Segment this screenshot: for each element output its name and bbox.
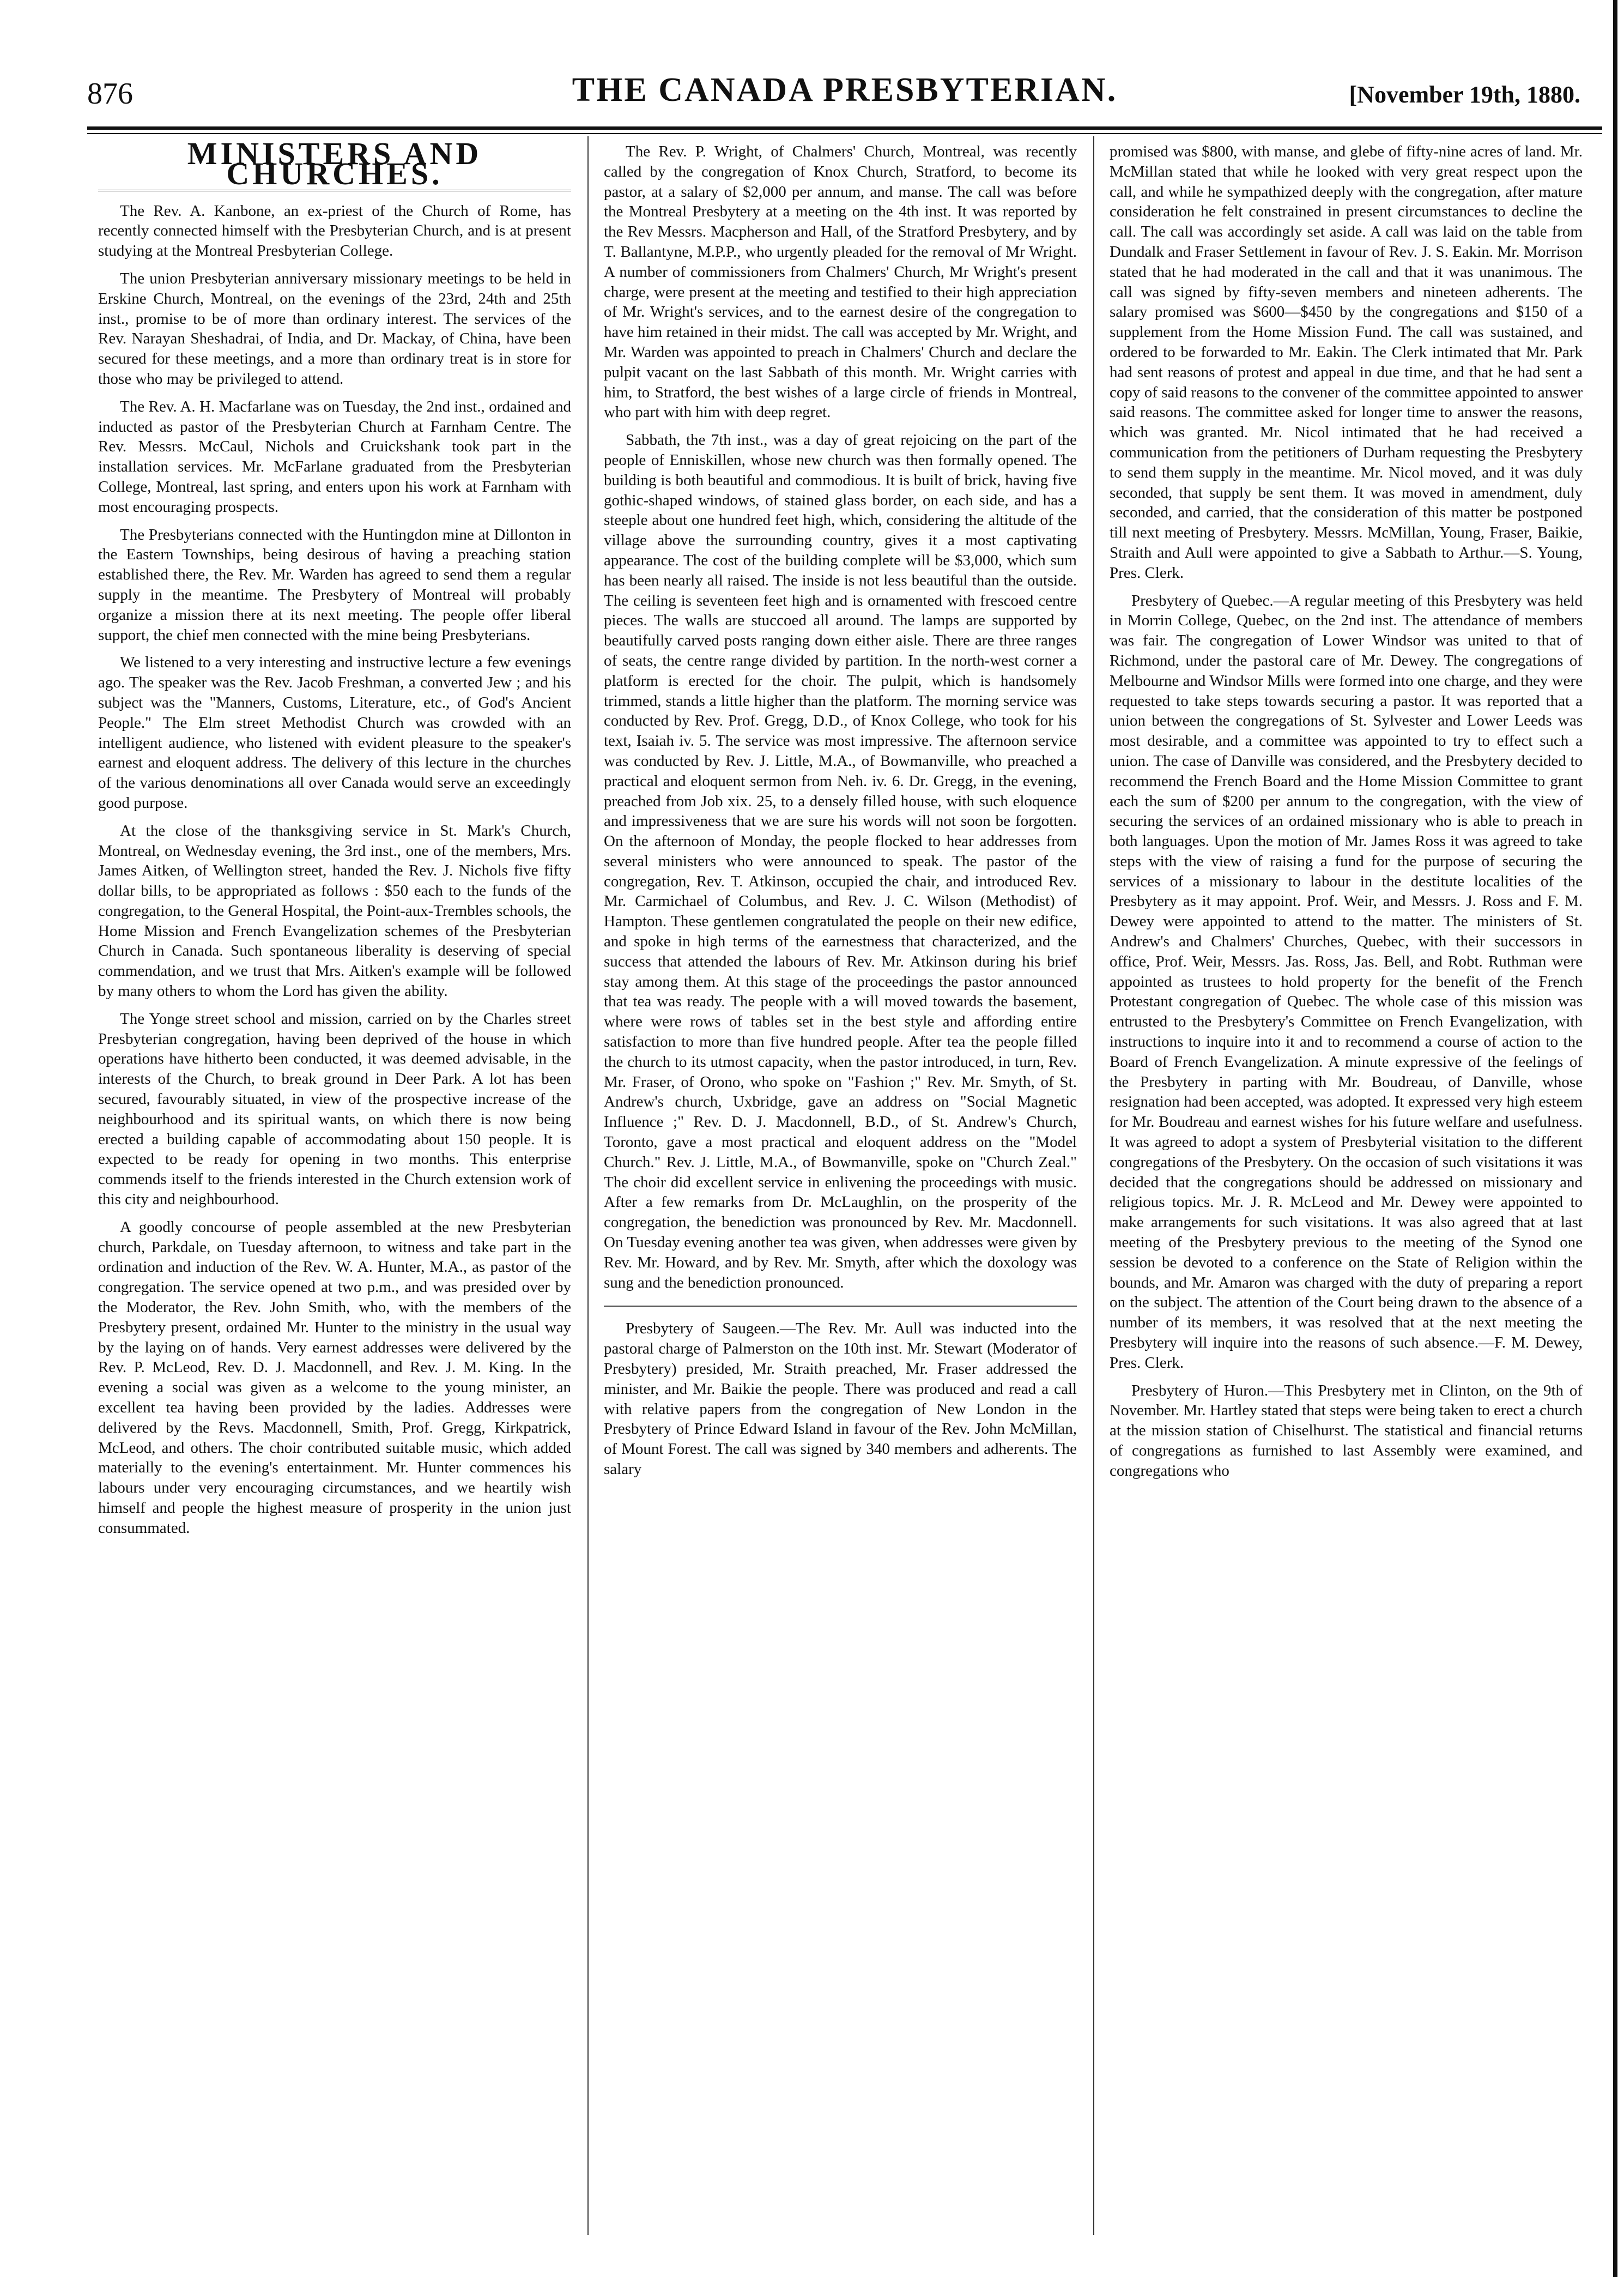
column-divider: [587, 136, 589, 2235]
page-header: [87, 65, 1602, 125]
column-1: [98, 142, 571, 2235]
article-paragraph: The Rev. A. Kanbone, an ex-priest of the Church of Rome, has recently connected himself with the Presbyterian Church, and is at present studying at the Montreal Presbyterian College.: [98, 202, 571, 260]
article-paragraph: The Presbyterians connected with the Huntingdon mine at Dillonton in the Eastern Townships, being desirous of having a preaching station established there, the Rev. Mr. Warden has agreed to send them a regular supply in the meantime. The Presbytery of Montreal will probably organize a mission there at its next meeting. The people offer liberal support, the chief men connected with the mine being Presbyterians.: [98, 526, 571, 644]
article-paragraph: The union Presbyterian anniversary missionary meetings to be held in Erskine Church, Montreal, on the evenings of the 23rd, 24th and 25th inst., promise to be of more than ordinary interest. The services of the Rev. Narayan Sheshadrai, of India, and Dr. Mackay, of China, have been secured for these meetings, and a more than ordinary treat is in store for those who may be privileged to attend.: [98, 269, 571, 388]
article-paragraph: promised was $800, with manse, and glebe of fifty-nine acres of land. Mr. McMillan stated that while he looked with very great respect upon the call, and while he sympathized deeply with the congregation, after mature consideration he felt constrained in present circumstances to decline the call. The call was accordingly set aside. A call was laid on the table from Dundalk and Fraser Settlement in favour of Rev. J. S. Eakin. Mr. Morrison stated that he had moderated in the call and that it was unanimous. The call was signed by fifty-seven members and nineteen adherents. The salary promised was $600—$450 by the congregations and $150 of a supplement from the Home Mission Fund. The call was sustained, and ordered to be forwarded to Mr. Eakin. The Clerk intimated that Mr. Park had sent reasons of protest and appeal in due time, and that he had sent a copy of said reasons to the convener of the committee appointed to answer said reasons. The committee asked for longer time to answer the reasons, which was granted. Mr. Nicol intimated that he had received a communication from the petitioners of Durham requesting the Presbytery to send them supply in the meantime. Mr. Nicol moved, and it was duly seconded, that supply be sent them. It was moved in amendment, duly seconded, and carried, that the consideration of this matter be postponed till next meeting of Presbytery. Messrs. McMillan, Young, Fraser, Baikie, Straith and Aull were appointed to give a Sabbath to Arthur.—S. Young, Pres. Clerk.: [1110, 143, 1583, 582]
article-paragraph: Sabbath, the 7th inst., was a day of great rejoicing on the part of the people of Enniskillen, whose new church was then formally opened. The building is both beautiful and commodious. It is built of brick, having five gothic-shaped windows, of stained glass border, on each side, and has a steeple about one hundred feet high, which, considering the altitude of the village above the surrounding country, gives it a most captivating appearance. The cost of the building complete will be $3,000, which sum has been nearly all raised. The inside is not less beautiful than the outside. The ceiling is seventeen feet high and is ornamented with frescoed centre pieces. The walls are stuccoed all around. The lamps are supported by beautifully carved posts ranging down either aisle. There are three ranges of seats, the centre range divided by partition. In the north-west corner a platform is erected for the choir. The pulpit, which is handsomely trimmed, stands a little higher than the platform. The morning service was conducted by Rev. Prof. Gregg, D.D., of Knox College, who took for his text, Isaiah iv. 5. The service was most impressive. The afternoon service was conducted by Rev. J. Little, M.A., of Bowmanville, who preached a practical and eloquent sermon from Neh. iv. 6. Dr. Gregg, in the evening, preached from Job xix. 25, to a densely filled house, with such eloquence and impressiveness that we are sure his words will not soon be forgotten. On the afternoon of Monday, the people flocked to hear addresses from several ministers who were announced to speak. The pastor of the congregation, Rev. T. Atkinson, occupied the chair, and introduced Rev. Mr. Carmichael of Columbus, and Rev. J. C. Wilson (Methodist) of Hampton. These gentlemen congratulated the people on their new edifice, and spoke in high terms of the earnestness that characterized, and the success that attended the labours of Rev. Mr. Atkinson during his brief stay among them. At this stage of the proceedings the pastor announced that tea was ready. The people with a will moved towards the basement, where were rows of tables set in the best style and affording entire satisfaction to more than five hundred people. After tea the people filled the church to its utmost capacity, when the pastor introduced, in turn, Rev. Mr. Fraser, of Orono, who spoke on "Fashion ;" Rev. Mr. Smyth, of St. Andrew's church, Uxbridge, gave an address on "Social Magnetic Influence ;" Rev. D. J. Macdonnell, B.D., of St. Andrew's Church, Toronto, gave a most practical and eloquent address on the "Model Church." Rev. J. Little, M.A., of Bowmanville, spoke on "Church Zeal." The choir did excellent service in enlivening the proceedings with music. After a few remarks from Dr. McLaughlin, on the prosperity of the congregation, the benediction was pronounced by Rev. Mr. Macdonnell. On Tuesday evening another tea was given, when addresses were given by Rev. Mr. Howard, and by Rev. Mr. Smyth, after which the doxology was sung and the benediction pronounced.: [604, 431, 1077, 1291]
article-paragraph: The Yonge street school and mission, carried on by the Charles street Presbyterian congregation, having been deprived of the house in which operations have hitherto been conducted, it was deemed advisable, in the interests of the Church, to break ground in Deer Park. A lot has been secured, favourably situated, in view of the prospective increase of the neighbourhood and its spiritual wants, on which there is now being erected a building capable of accommodating about 150 people. It is expected to be ready for opening in two months. This enterprise commends itself to the friends interested in the Church extension work of this city and neighbourhood.: [98, 1010, 571, 1209]
masthead-title: THE CANADA PRESBYTERIAN.: [572, 71, 1118, 108]
header-rule-thin: [87, 133, 1602, 134]
article-paragraph: Presbytery of Saugeen.—The Rev. Mr. Aull was inducted into the pastoral charge of Palmerston on the 10th inst. Mr. Stewart (Moderator of Presbytery) presided, Mr. Straith preached, Mr. Fraser addressed the minister, and Mr. Baikie the people. There was produced and read a call with relative papers from the congregation of New London in the Presbytery of Prince Edward Island in favour of the Rev. John McMillan, of Mount Forest. The call was signed by 340 members and adherents. The salary: [604, 1320, 1077, 1478]
article-paragraph: The Rev. P. Wright, of Chalmers' Church, Montreal, was recently called by the congregation of Knox Church, Stratford, to become its pastor, at a salary of $2,000 per annum, and manse. The call was before the Montreal Presbytery at a meeting on the 4th inst. It was reported by the Rev Messrs. Macpherson and Hall, of the Stratford Presbytery, and by T. Ballantyne, M.P.P., who urgently pleaded for the removal of Mr Wright. A number of commissioners from Chalmers' Church, Mr Wright's present charge, were present at the meeting and testified to their high appreciation of Mr. Wright's services, and to the earnest desire of the congregation to have him retained in their midst. The call was accepted by Mr. Wright, and Mr. Warden was appointed to preach in Chalmers' Church and declare the pulpit vacant on the last Sabbath of this month. Mr. Wright carries with him, to Stratford, the best wishes of a large circle of friends in Montreal, who part with him with deep regret.: [604, 143, 1077, 421]
column-2: [604, 142, 1077, 2235]
page-edge: [1613, 0, 1617, 2277]
page-number: 876: [87, 77, 133, 111]
header-rule: [87, 126, 1602, 130]
issue-date: [November 19th, 1880.: [1349, 81, 1580, 108]
article-paragraph: Presbytery of Huron.—This Presbytery met in Clinton, on the 9th of November. Mr. Hartley stated that steps were being taken to erect a church at the mission station of Chiselhurst. The statistical and financial returns of congregations as furnished to last Assembly were examined, and congregations who: [1110, 1381, 1583, 1479]
column-3: [1110, 142, 1583, 2235]
article-paragraph: Presbytery of Quebec.—A regular meeting of this Presbytery was held in Morrin College, Quebec, on the 2nd inst. The attendance of members was fair. The congregation of Lower Windsor was united to that of Richmond, under the pastoral care of Mr. Dewey. The congregations of Melbourne and Windsor Mills were formed into one charge, and they were requested to take steps towards securing a pastor. It was reported that a union between the congregations of St. Sylvester and Lower Leeds was most desirable, and a committee was appointed to try to effect such a union. The case of Danville was considered, and the Presbytery decided to recommend the French Board and the Home Mission Committee to grant each the sum of $200 per annum to the congregation, with the view of securing the services of an ordained missionary who is able to preach in both languages. Upon the motion of Mr. James Ross it was agreed to take steps with the view of raising a fund for the purpose of securing the services of a missionary to labour in the destitute localities of the Presbytery as it may appoint. Prof. Weir, and Messrs. J. Ross and F. M. Dewey were appointed to attend to the matter. The ministers of St. Andrew's and Chalmers' Churches, Quebec, with their successors in office, Prof. Weir, Messrs. Jas. Ross, Jas. Bell, and Robt. Ruthman were appointed as trustees to hold property for the benefit of the French Protestant congregation of Quebec. The whole case of this mission was entrusted to the Presbytery's Committee on French Evangelization, with instructions to inquire into it and to recommend a course of action to the Board of French Evangelization. A minute expressive of the feelings of the Presbytery in parting with Mr. Boudreau, of Danville, whose resignation had been accepted, was adopted. It expressed very high esteem for Mr. Boudreau and earnest wishes for his future welfare and usefulness. It was agreed to adopt a system of Presbyterial visitation to the different congregations of the Presbytery. On the occasion of such visitations it was decided that the congregations should be addressed on missionary and religious topics. Mr. J. R. McLeod and Mr. Dewey were appointed to make arrangements for such visitations. It was also agreed that at last meeting of the Presbytery previous to the meeting of the Synod one session be devoted to a conference on the State of Religion within the bounds, and Mr. Amaron was charged with the duty of preparing a report on the subject. The attention of the Court being drawn to the absence of a number of its members, it was resolved that at the next meeting the Presbytery will inquire into the reasons of such absence.—F. M. Dewey, Pres. Clerk.: [1110, 591, 1583, 1372]
article-separator: [604, 1306, 1077, 1307]
section-title: MINISTERS AND CHURCHES.: [98, 144, 571, 191]
article-paragraph: We listened to a very interesting and instructive lecture a few evenings ago. The speaker was the Rev. Jacob Freshman, a converted Jew ; and his subject was the "Manners, Customs, Literature, etc., of God's Ancient People." The Elm street Methodist Church was crowded with an intelligent audience, who listened with evident pleasure to the speaker's earnest and eloquent address. The delivery of this lecture in the churches of the various denominations all over Canada would serve an exceedingly good purpose.: [98, 654, 571, 812]
article-paragraph: At the close of the thanksgiving service in St. Mark's Church, Montreal, on Wednesday evening, the 3rd inst., one of the members, Mrs. James Aitken, of Wellington street, handed the Rev. J. Nichols five fifty dollar bills, to be appropriated as follows : $50 each to the funds of the congregation, to the General Hospital, the Point-aux-Trembles schools, the Home Mission and French Evangelization schemes of the Presbyterian Church in Canada. Such spontaneous liberality is deserving of special commendation, and we trust that Mrs. Aitken's example will be followed by many others to whom the Lord has given the ability.: [98, 822, 571, 1000]
column-divider: [1093, 136, 1094, 2235]
article-paragraph: The Rev. A. H. Macfarlane was on Tuesday, the 2nd inst., ordained and inducted as pastor of the Presbyterian Church at Farnham Centre. The Rev. Messrs. McCaul, Nichols and Cruickshank took part in the installation services. Mr. McFarlane graduated from the Presbyterian College, Montreal, last spring, and enters upon his work at Farnham with most encouraging prospects.: [98, 397, 571, 516]
article-paragraph: A goodly concourse of people assembled at the new Presbyterian church, Parkdale, on Tuesday afternoon, to witness and take part in the ordination and induction of the Rev. W. A. Hunter, M.A., as pastor of the congregation. The service opened at two p.m., and was presided over by the Moderator, the Rev. John Smith, who, with the members of the Presbytery present, ordained Mr. Hunter to the ministry in the usual way by the laying on of hands. Very earnest addresses were delivered by the Rev. P. McLeod, Rev. D. J. Macdonnell, and Rev. J. M. King. In the evening a social was given as a welcome to the young minister, an excellent tea having been provided by the ladies. Addresses were delivered by the Revs. Macdonnell, Smith, Prof. Gregg, Kirkpatrick, McLeod, and others. The choir contributed suitable music, which added materially to the evening's entertainment. Mr. Hunter commences his labours under very encouraging circumstances, and we heartily wish himself and people the highest measure of prosperity in the union just consummated.: [98, 1218, 571, 1537]
